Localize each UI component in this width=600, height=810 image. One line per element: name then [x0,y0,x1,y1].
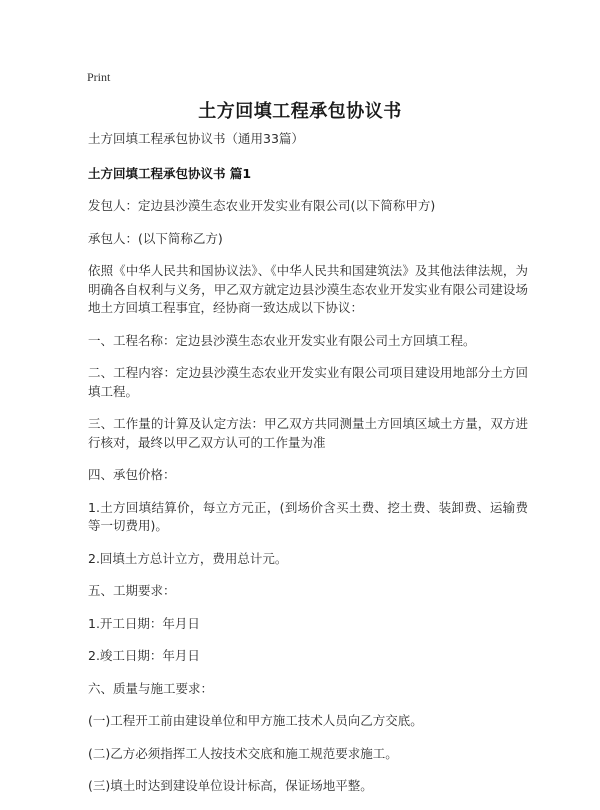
paragraph-price-heading: 四、承包价格： [88,467,176,482]
print-label[interactable]: Print [87,70,111,84]
paragraph-quality-heading: 六、质量与施工要求： [88,680,214,696]
document-subtitle: 土方回填工程承包协议书（通用33篇） [88,131,304,146]
paragraph-quality-item-1: (一)工程开工前由建设单位和甲方施工技术人员向乙方交底。 [88,713,423,728]
paragraph-project-content: 二、工程内容：定边县沙漠生态农业开发实业有限公司项目建设用地部分土方回填工程。 [88,365,528,399]
paragraph-employer: 发包人：定边县沙漠生态农业开发实业有限公司(以下简称甲方) [88,198,436,213]
paragraph-quality-item-2: (二)乙方必须指挥工人按技术交底和施工规范要求施工。 [88,745,398,761]
section-heading: 土方回填工程承包协议书 篇1 [88,165,252,181]
document-body [88,130,528,810]
paragraph-quality-item-3: (三)填土时达到建设单位设计标高，保证场地平整。 [88,778,373,793]
paragraph-preamble: 依照《中华人民共和国协议法》、《中华人民共和国建筑法》及其他法律法规，为明确各自权利与义务，甲乙双方就定边县沙漠生态农业开发实业有限公司建设场地土方回填工程事宜，经协商一致达成以下协议： [88,263,528,315]
paragraph-price-item-1: 1.土方回填结算价，每立方元正，(到场价含买土费、挖土费、装卸费、运输费等一切费用)。 [88,499,528,533]
paragraph-completion-date: 2.竣工日期：年月日 [88,648,200,663]
paragraph-contractor: 承包人：(以下简称乙方) [88,230,223,246]
paragraph-start-date: 1.开工日期：年月日 [88,615,200,631]
document-title: 土方回填工程承包协议书 [198,101,402,122]
paragraph-project-name: 一、工程名称：定边县沙漠生态农业开发实业有限公司土方回填工程。 [88,332,476,348]
paragraph-schedule-heading: 五、工期要求： [88,583,176,598]
paragraph-price-item-2: 2.回填土方总计立方，费用总计元。 [88,550,288,566]
paragraph-workload-method: 三、工作量的计算及认定方法：甲乙双方共同测量土方回填区域土方量，双方进行核对，最终以甲乙双方认可的工作量为准 [88,416,528,450]
